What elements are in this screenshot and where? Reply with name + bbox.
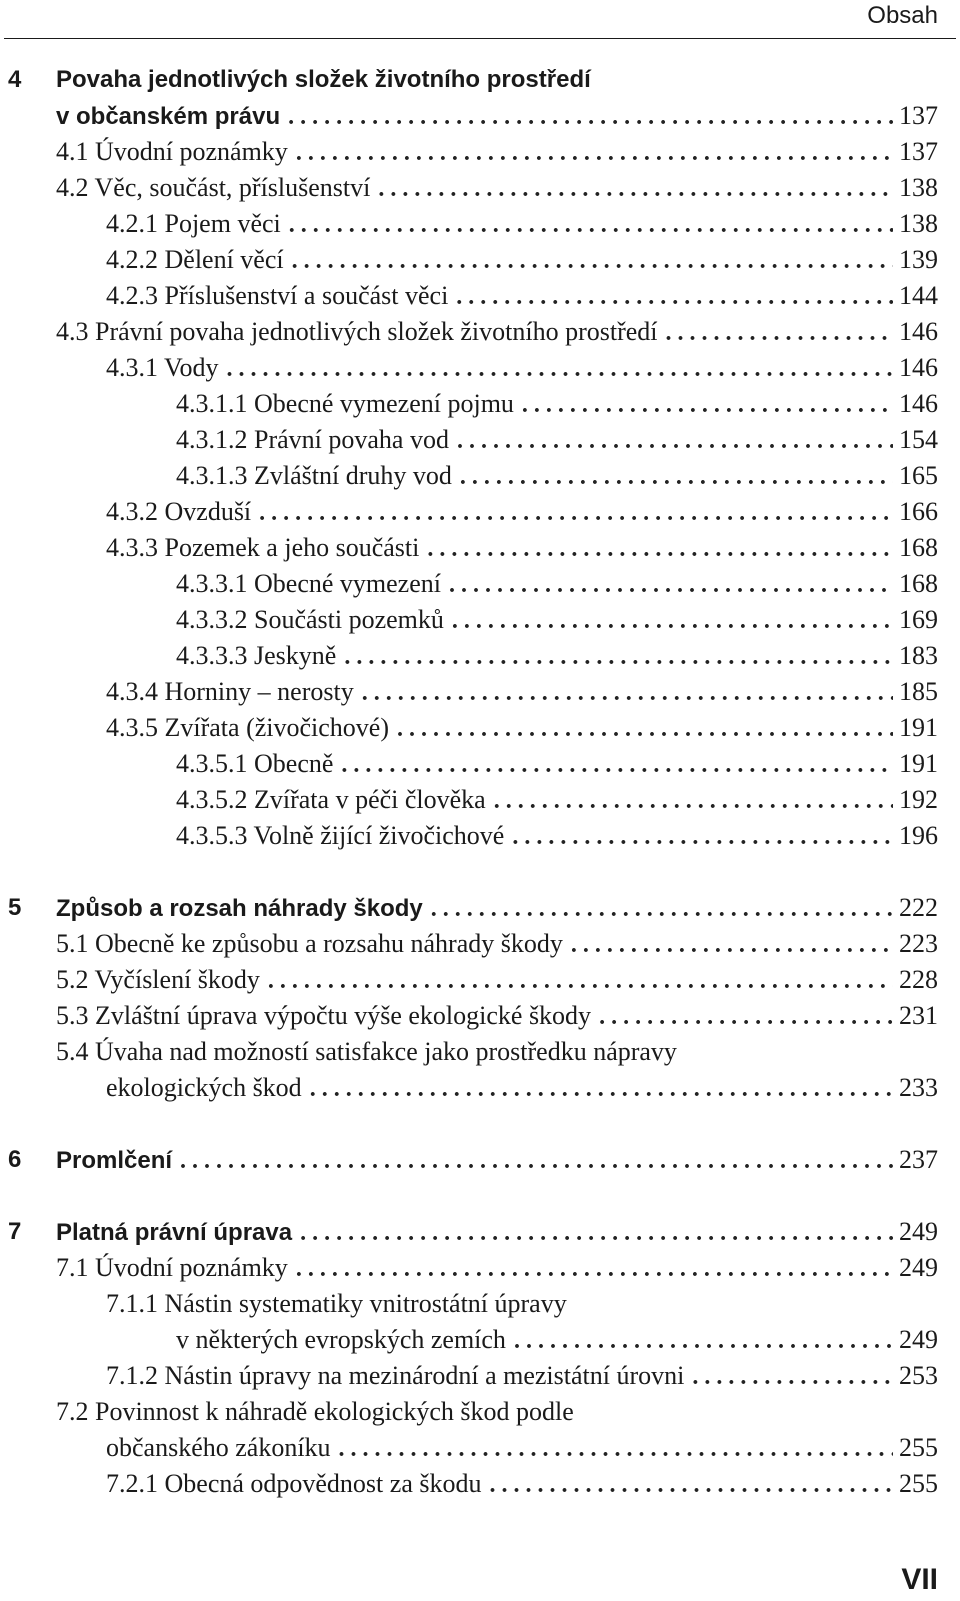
toc-entry-title: 7.2.1 Obecná odpovědnost za škodu [106,1469,482,1498]
toc-chapter-row[interactable] [0,62,960,98]
toc-page-number: 137 [899,101,938,130]
toc-entry-title: 4.3.2 Ovzduší [106,497,252,526]
toc-entry-line [176,566,938,603]
toc-entry-title: občanského zákoníku [106,1433,331,1462]
toc-entry-title: Promlčení [56,1147,173,1174]
toc-entry-line [56,1214,938,1251]
dot-leader [599,999,893,1035]
toc-page-number: 196 [899,821,938,850]
toc-page-number: 168 [899,569,938,598]
section-title: Obsah [867,2,938,29]
toc-page-number: 138 [899,209,938,238]
toc-chapter-row[interactable] [0,98,960,134]
toc-entry-title: 7.1.1 Nástin systematiky vnitrostátní úpravy [106,1289,567,1318]
toc-entry-title: ekologických škod [106,1073,302,1102]
toc-entry-line [56,962,938,999]
chapter-number: 5 [8,894,22,921]
toc-page-number: 185 [899,677,938,706]
toc-page-number: 253 [899,1361,938,1390]
toc-entry-line [56,134,938,171]
toc-entry-title: 4.2.2 Dělení věcí [106,245,284,274]
dot-leader [310,1071,893,1107]
dot-leader [268,963,893,999]
toc-entry-line [56,98,938,135]
toc-entry-line [176,422,938,459]
toc-entry-title: 7.2 Povinnost k náhradě ekologických škod podle [56,1397,574,1426]
toc-entry-row[interactable] [0,818,960,854]
dot-leader [226,351,893,387]
toc-entry-line [56,62,938,98]
dot-leader [300,1215,893,1251]
dot-leader [512,819,893,855]
toc-page-number: 255 [899,1433,938,1462]
toc-entry-title: 4.2.1 Pojem věci [106,209,281,238]
toc-entry-line [176,818,938,855]
dot-leader [362,675,893,711]
toc-entry-row[interactable] [0,926,960,962]
dot-leader [180,1143,893,1179]
header-rule [4,38,956,39]
dot-leader [378,171,893,207]
toc-entry-row[interactable] [0,494,960,530]
toc-entry-line [176,458,938,495]
dot-leader [456,279,893,315]
dot-leader [666,315,894,351]
dot-leader [288,99,893,135]
toc-page-number: 191 [899,749,938,778]
toc-page-number: 228 [899,965,938,994]
toc-page-number: 166 [899,497,938,526]
toc-entry-title: 4.3.3 Pozemek a jeho součásti [106,533,420,562]
toc-entry-row[interactable] [0,170,960,206]
dot-leader [489,1467,893,1503]
dot-leader [449,567,893,603]
toc-page-number: 146 [899,353,938,382]
toc-entry-title: 4.3.3.2 Součásti pozemků [176,605,444,634]
toc-entry-title: 4.3.4 Horniny – nerosty [106,677,354,706]
toc-entry-row[interactable] [0,1250,960,1286]
toc-entry-title: 4.3.1.1 Obecné vymezení pojmu [176,389,514,418]
toc-entry-title: 4.3.3.1 Obecné vymezení [176,569,441,598]
toc-entry-line [106,350,938,387]
toc-page-number: 139 [899,245,938,274]
toc-entry-line [176,782,938,819]
toc-entry-row[interactable] [0,710,960,746]
toc-entry-line [106,1358,938,1395]
toc-entry-title: Platná právní úprava [56,1219,293,1246]
toc-entry-title: 4.3.5 Zvířata (živočichové) [106,713,389,742]
dot-leader [292,243,893,279]
dot-leader [692,1359,893,1395]
toc-entry-row[interactable] [0,458,960,494]
toc-page-number: 237 [899,1145,938,1174]
toc-entry-title: 5.3 Zvláštní úprava výpočtu výše ekologické škody [56,1001,592,1030]
toc-entry-row[interactable] [0,134,960,170]
toc-page-number: 183 [899,641,938,670]
toc-chapter-row[interactable] [0,890,960,926]
toc-entry-line [56,1142,938,1179]
chapter-gap [0,854,960,890]
toc-entry-line [176,746,938,783]
table-of-contents [0,62,960,1502]
toc-entry-title: 4.1 Úvodní poznámky [56,137,288,166]
toc-entry-line [106,494,938,531]
toc-entry-row[interactable] [0,1286,960,1322]
toc-entry-line [56,890,938,927]
toc-entry-title: 5.2 Vyčíslení škody [56,965,260,994]
toc-entry-line [106,242,938,279]
toc-page-number: 222 [899,893,938,922]
toc-entry-line [56,926,938,963]
toc-entry-title: 4.3.5.2 Zvířata v péči člověka [176,785,486,814]
toc-entry-title: 4.3.1.2 Právní povaha vod [176,425,449,454]
toc-entry-line [106,674,938,711]
dot-leader [339,1431,893,1467]
toc-entry-title: 4.3 Právní povaha jednotlivých složek životního prostředí [56,317,658,346]
toc-entry-row[interactable] [0,674,960,710]
toc-entry-row[interactable] [0,1070,960,1106]
toc-page-number: 249 [899,1217,938,1246]
toc-entry-row[interactable] [0,602,960,638]
toc-page-number: 233 [899,1073,938,1102]
chapter-number: 7 [8,1218,22,1245]
toc-entry-line [56,1034,938,1070]
toc-entry-line [176,638,938,675]
toc-page-number: 146 [899,389,938,418]
toc-page-number: 154 [899,425,938,454]
toc-entry-row[interactable] [0,1394,960,1430]
toc-page-number: 144 [899,281,938,310]
dot-leader [289,207,893,243]
toc-entry-line [106,278,938,315]
toc-entry-title: 4.3.5.3 Volně žijící živočichové [176,821,505,850]
chapter-number: 4 [8,66,22,93]
toc-page-number: 168 [899,533,938,562]
toc-entry-line [176,386,938,423]
toc-entry-row[interactable] [0,962,960,998]
toc-entry-row[interactable] [0,998,960,1034]
toc-entry-line [106,1430,938,1467]
dot-leader [460,459,893,495]
toc-entry-row[interactable] [0,782,960,818]
chapter-gap [0,1106,960,1142]
toc-page-number: 138 [899,173,938,202]
toc-entry-line [106,1466,938,1503]
toc-entry-title: 5.4 Úvaha nad možností satisfakce jako prostředku nápravy [56,1037,677,1066]
toc-entry-line [56,170,938,207]
toc-entry-row[interactable] [0,530,960,566]
page-number: VII [901,1563,938,1596]
toc-entry-title: 4.2.3 Příslušenství a součást věci [106,281,449,310]
toc-entry-line [106,710,938,747]
toc-entry-row[interactable] [0,350,960,386]
toc-entry-title: Povaha jednotlivých složek životního prostředí [56,66,591,93]
toc-entry-title: v některých evropských zemích [176,1325,506,1354]
toc-entry-row[interactable] [0,1430,960,1466]
toc-entry-line [106,530,938,567]
chapter-gap [0,1178,960,1214]
dot-leader [397,711,893,747]
toc-entry-row[interactable] [0,1466,960,1502]
toc-page-number: 249 [899,1253,938,1282]
dot-leader [494,783,893,819]
toc-entry-line [56,1394,938,1430]
toc-page-number: 146 [899,317,938,346]
dot-leader [296,135,893,171]
toc-entry-title: 5.1 Obecně ke způsobu a rozsahu náhrady škody [56,929,563,958]
toc-entry-line [176,1322,938,1359]
chapter-number: 6 [8,1146,22,1173]
toc-entry-line [106,206,938,243]
toc-page-number: 137 [899,137,938,166]
toc-entry-line [56,314,938,351]
toc-page-number: 165 [899,461,938,490]
toc-entry-row[interactable] [0,1322,960,1358]
toc-entry-row[interactable] [0,1358,960,1394]
toc-entry-row[interactable] [0,278,960,314]
dot-leader [344,639,893,675]
dot-leader [522,387,893,423]
toc-entry-line [106,1070,938,1107]
dot-leader [452,603,893,639]
toc-entry-row[interactable] [0,242,960,278]
toc-entry-title: Způsob a rozsah náhrady škody [56,895,423,922]
toc-entry-row[interactable] [0,206,960,242]
toc-entry-title: 4.3.3.3 Jeskyně [176,641,337,670]
toc-entry-title: 4.3.1.3 Zvláštní druhy vod [176,461,452,490]
toc-entry-title: 4.2 Věc, součást, příslušenství [56,173,371,202]
toc-entry-row[interactable] [0,422,960,458]
toc-page-number: 169 [899,605,938,634]
toc-page-number: 192 [899,785,938,814]
toc-entry-row[interactable] [0,638,960,674]
dot-leader [514,1323,893,1359]
toc-entry-line [56,998,938,1035]
toc-page-number: 223 [899,929,938,958]
dot-leader [427,531,893,567]
toc-entry-line [106,1286,938,1322]
toc-entry-row[interactable] [0,1034,960,1070]
toc-entry-row[interactable] [0,386,960,422]
toc-entry-title: 4.3.1 Vody [106,353,219,382]
dot-leader [259,495,893,531]
toc-chapter-row[interactable] [0,1214,960,1250]
dot-leader [431,891,893,927]
toc-entry-line [176,602,938,639]
toc-page-number: 255 [899,1469,938,1498]
toc-page-number: 249 [899,1325,938,1354]
toc-page-number: 191 [899,713,938,742]
toc-entry-title: 7.1.2 Nástin úpravy na mezinárodní a mezistátní úrovni [106,1361,685,1390]
toc-entry-row[interactable] [0,566,960,602]
dot-leader [296,1251,893,1287]
toc-entry-title: v občanském právu [56,103,281,130]
toc-entry-title: 7.1 Úvodní poznámky [56,1253,288,1282]
dot-leader [571,927,893,963]
dot-leader [457,423,893,459]
dot-leader [341,747,893,783]
toc-page-number: 231 [899,1001,938,1030]
toc-entry-line [56,1250,938,1287]
toc-entry-row[interactable] [0,746,960,782]
toc-entry-row[interactable] [0,314,960,350]
toc-chapter-row[interactable] [0,1142,960,1178]
toc-entry-title: 4.3.5.1 Obecně [176,749,334,778]
